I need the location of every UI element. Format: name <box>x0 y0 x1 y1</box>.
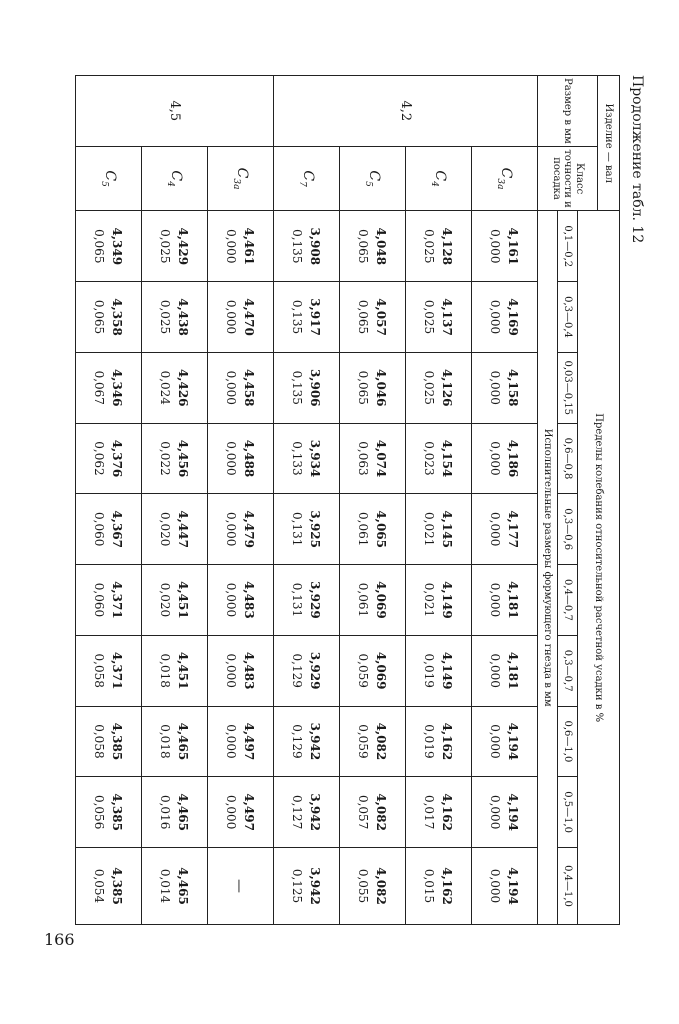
value-tolerance: 0,025 <box>422 370 437 405</box>
value-nominal: 4,158 <box>506 368 521 407</box>
value-nominal: 4,194 <box>506 793 521 831</box>
value-tolerance: 0,125 <box>290 868 305 904</box>
class-cell <box>406 146 472 211</box>
class-cell <box>472 146 538 211</box>
value-cell <box>340 848 406 925</box>
value-tolerance: 0,129 <box>290 724 305 759</box>
value-cell <box>142 494 208 565</box>
value-cell <box>274 211 340 282</box>
class-sub: 4 <box>165 181 176 187</box>
value-nominal: 4,186 <box>506 439 521 478</box>
class-sub: 4 <box>429 181 440 187</box>
value-cell <box>142 635 208 706</box>
value-nominal: 4,465 <box>176 793 191 831</box>
value-cell <box>76 282 142 353</box>
size-cell: 4,2 <box>274 76 538 147</box>
value-cell <box>274 282 340 353</box>
class-main: С <box>101 170 118 182</box>
value-cell <box>208 423 274 494</box>
class-main: С <box>497 167 514 179</box>
value-nominal: 4,046 <box>374 368 389 407</box>
value-nominal: 4,177 <box>506 510 521 548</box>
value-cell <box>208 282 274 353</box>
table-row <box>142 76 208 925</box>
value-tolerance: 0,025 <box>422 229 437 264</box>
value-cell <box>208 706 274 777</box>
value-nominal: 4,371 <box>110 651 125 690</box>
value-nominal: 4,438 <box>176 298 191 336</box>
value-nominal: 3,942 <box>308 722 323 761</box>
value-nominal: 4,458 <box>242 368 257 407</box>
value-tolerance: 0,000 <box>488 441 503 476</box>
value-tolerance: 0,018 <box>158 724 173 759</box>
header-group: Пределы колебания относительной расчетной усадки в % <box>578 211 620 925</box>
table-row <box>76 76 142 925</box>
header-range: 0,03—0,15 <box>558 352 578 423</box>
value-tolerance: 0,021 <box>422 512 437 547</box>
value-cell <box>76 211 142 282</box>
value-tolerance: 0,000 <box>488 229 503 264</box>
value-cell <box>208 352 274 423</box>
class-sub: 3а <box>231 178 242 190</box>
value-tolerance: 0,056 <box>92 794 107 830</box>
header-size: Размер в мм <box>538 76 598 147</box>
value-tolerance: 0,018 <box>158 653 173 688</box>
value-tolerance: 0,021 <box>422 582 437 618</box>
value-nominal: 4,162 <box>440 722 455 761</box>
value-tolerance: 0,000 <box>488 299 503 335</box>
value-cell <box>142 211 208 282</box>
value-tolerance: 0,000 <box>224 724 239 759</box>
value-cell <box>274 635 340 706</box>
value-nominal: 4,497 <box>242 722 257 761</box>
value-nominal: 4,385 <box>110 867 125 905</box>
value-tolerance: 0,020 <box>158 582 173 618</box>
value-nominal: 3,929 <box>308 651 323 690</box>
value-nominal: 4,483 <box>242 581 257 619</box>
value-cell <box>208 848 274 925</box>
value-cell <box>208 494 274 565</box>
value-tolerance: 0,000 <box>224 582 239 618</box>
value-tolerance: 0,059 <box>356 724 371 759</box>
value-nominal: 4,181 <box>506 581 521 619</box>
value-nominal: 4,456 <box>176 439 191 478</box>
value-cell <box>274 706 340 777</box>
value-nominal: 4,048 <box>374 227 389 266</box>
value-tolerance: 0,000 <box>224 299 239 335</box>
value-nominal: 3,934 <box>308 439 323 478</box>
value-cell <box>142 777 208 848</box>
value-cell <box>142 848 208 925</box>
value-tolerance: 0,023 <box>422 441 437 476</box>
value-cell <box>142 565 208 636</box>
header-subgroup: Исполнительные размеры формующего гнезда в мм <box>538 211 558 925</box>
value-tolerance: 0,131 <box>290 582 305 618</box>
value-nominal: 4,162 <box>440 793 455 831</box>
value-nominal: 4,065 <box>374 510 389 548</box>
value-tolerance: 0,000 <box>488 724 503 759</box>
value-tolerance: 0,063 <box>356 441 371 476</box>
value-cell <box>76 423 142 494</box>
value-cell <box>76 848 142 925</box>
value-tolerance: 0,060 <box>92 582 107 618</box>
value-nominal: 4,149 <box>440 651 455 690</box>
value-cell <box>340 565 406 636</box>
table-row <box>406 76 472 925</box>
value-cell <box>340 352 406 423</box>
value-nominal: 4,488 <box>242 439 257 478</box>
class-cell <box>208 146 274 211</box>
value-cell <box>142 282 208 353</box>
header-range: 0,6—0,8 <box>558 423 578 494</box>
value-nominal: 3,908 <box>308 227 323 266</box>
value-tolerance: 0,000 <box>224 229 239 264</box>
header-class: Класс точности и посадка <box>538 146 598 211</box>
value-cell <box>208 565 274 636</box>
header-range: 0,6—1,0 <box>558 706 578 777</box>
value-cell <box>340 706 406 777</box>
table-caption: Продолжение табл. 12 <box>629 75 645 244</box>
value-cell <box>472 494 538 565</box>
value-tolerance: 0,067 <box>92 370 107 405</box>
value-nominal: 3,929 <box>308 581 323 619</box>
value-nominal: 3,906 <box>308 368 323 407</box>
value-tolerance: 0,000 <box>224 512 239 547</box>
value-tolerance: 0,135 <box>290 299 305 335</box>
table-row <box>274 76 340 925</box>
value-tolerance: 0,022 <box>158 441 173 476</box>
value-nominal: 4,069 <box>374 581 389 619</box>
value-cell <box>340 423 406 494</box>
value-tolerance: 0,054 <box>92 868 107 904</box>
value-tolerance: 0,000 <box>488 868 503 904</box>
class-sub: 5 <box>363 181 374 187</box>
value-cell <box>274 423 340 494</box>
value-cell <box>142 423 208 494</box>
value-cell <box>406 706 472 777</box>
class-sub: 7 <box>297 181 308 187</box>
class-cell <box>76 146 142 211</box>
class-cell <box>274 146 340 211</box>
value-cell <box>472 706 538 777</box>
value-cell <box>208 777 274 848</box>
data-table <box>75 75 620 925</box>
value-tolerance: 0,019 <box>422 653 437 688</box>
value-tolerance: 0,020 <box>158 512 173 547</box>
value-tolerance: 0,060 <box>92 512 107 547</box>
value-tolerance: 0,025 <box>158 229 173 264</box>
value-cell <box>406 635 472 706</box>
value-cell <box>472 848 538 925</box>
value-nominal: 4,385 <box>110 793 125 831</box>
value-nominal: 4,194 <box>506 867 521 905</box>
empty-dash: — <box>231 879 247 893</box>
value-tolerance: 0,000 <box>488 370 503 405</box>
value-cell <box>472 352 538 423</box>
value-cell <box>406 494 472 565</box>
value-cell <box>406 211 472 282</box>
value-tolerance: 0,059 <box>356 653 371 688</box>
value-tolerance: 0,065 <box>92 299 107 335</box>
value-nominal: 4,358 <box>110 298 125 336</box>
table-row <box>340 76 406 925</box>
header-range: 0,4—1,0 <box>558 848 578 925</box>
value-tolerance: 0,065 <box>356 229 371 264</box>
value-nominal: 4,181 <box>506 651 521 690</box>
value-cell <box>76 494 142 565</box>
page-number: 166 <box>44 930 75 949</box>
value-nominal: 4,069 <box>374 651 389 690</box>
value-tolerance: 0,015 <box>422 868 437 904</box>
value-cell <box>274 494 340 565</box>
value-nominal: 4,465 <box>176 867 191 905</box>
value-nominal: 4,145 <box>440 510 455 548</box>
value-nominal: 4,451 <box>176 651 191 690</box>
value-nominal: 4,128 <box>440 227 455 266</box>
value-cell <box>340 282 406 353</box>
value-nominal: 4,497 <box>242 793 257 831</box>
value-cell <box>208 635 274 706</box>
value-nominal: 4,162 <box>440 867 455 905</box>
value-tolerance: 0,000 <box>224 794 239 830</box>
value-nominal: 4,082 <box>374 867 389 905</box>
header-product: Изделие — вал <box>598 76 620 211</box>
value-nominal: 4,349 <box>110 227 125 266</box>
value-nominal: 4,346 <box>110 368 125 407</box>
value-nominal: 3,925 <box>308 510 323 548</box>
value-tolerance: 0,000 <box>224 370 239 405</box>
value-tolerance: 0,127 <box>290 794 305 830</box>
value-tolerance: 0,065 <box>92 229 107 264</box>
value-cell <box>340 494 406 565</box>
class-main: С <box>299 170 316 182</box>
value-tolerance: 0,014 <box>158 868 173 904</box>
value-nominal: 4,126 <box>440 368 455 407</box>
value-tolerance: 0,058 <box>92 724 107 759</box>
header-range: 0,3—0,7 <box>558 635 578 706</box>
value-nominal: 4,385 <box>110 722 125 761</box>
value-cell <box>274 352 340 423</box>
table-body <box>76 76 538 925</box>
class-cell <box>142 146 208 211</box>
value-nominal: 4,082 <box>374 793 389 831</box>
value-cell <box>142 706 208 777</box>
size-cell: 4,5 <box>76 76 274 147</box>
value-tolerance: 0,058 <box>92 653 107 688</box>
value-cell <box>76 777 142 848</box>
header-range: 0,1—0,2 <box>558 211 578 282</box>
value-tolerance: 0,000 <box>224 441 239 476</box>
header-range: 0,3—0,4 <box>558 282 578 353</box>
value-cell <box>76 706 142 777</box>
value-tolerance: 0,017 <box>422 794 437 830</box>
value-nominal: 3,942 <box>308 867 323 905</box>
value-tolerance: 0,135 <box>290 370 305 405</box>
class-sub: 3а <box>495 178 506 190</box>
value-cell <box>406 848 472 925</box>
value-nominal: 4,082 <box>374 722 389 761</box>
table-row <box>472 76 538 925</box>
value-nominal: 4,074 <box>374 439 389 478</box>
value-tolerance: 0,062 <box>92 441 107 476</box>
value-tolerance: 0,065 <box>356 299 371 335</box>
class-cell <box>340 146 406 211</box>
value-nominal: 4,461 <box>242 227 257 266</box>
value-cell <box>274 565 340 636</box>
value-tolerance: 0,025 <box>422 299 437 335</box>
value-nominal: 3,942 <box>308 793 323 831</box>
value-tolerance: 0,133 <box>290 441 305 476</box>
value-tolerance: 0,057 <box>356 794 371 830</box>
value-tolerance: 0,129 <box>290 653 305 688</box>
value-cell <box>406 777 472 848</box>
class-main: С <box>365 170 382 182</box>
value-cell <box>472 565 538 636</box>
value-cell <box>76 352 142 423</box>
value-tolerance: 0,025 <box>158 299 173 335</box>
value-tolerance: 0,000 <box>488 794 503 830</box>
value-nominal: 4,169 <box>506 298 521 336</box>
class-main: С <box>233 167 250 179</box>
rotated-table-container <box>75 75 620 925</box>
value-nominal: 4,371 <box>110 581 125 619</box>
value-cell <box>142 352 208 423</box>
value-nominal: 4,149 <box>440 581 455 619</box>
class-main: С <box>431 170 448 182</box>
value-cell <box>340 635 406 706</box>
value-cell <box>274 777 340 848</box>
header-range: 0,4—0,7 <box>558 565 578 636</box>
value-cell <box>208 211 274 282</box>
value-tolerance: 0,019 <box>422 724 437 759</box>
value-tolerance: 0,024 <box>158 370 173 405</box>
value-nominal: 4,465 <box>176 722 191 761</box>
value-tolerance: 0,000 <box>488 653 503 688</box>
value-nominal: 4,137 <box>440 298 455 336</box>
value-cell <box>406 423 472 494</box>
value-cell <box>76 565 142 636</box>
value-nominal: 4,470 <box>242 298 257 336</box>
value-tolerance: 0,065 <box>356 370 371 405</box>
value-nominal: 4,367 <box>110 510 125 548</box>
value-nominal: 3,917 <box>308 298 323 336</box>
value-nominal: 4,426 <box>176 368 191 407</box>
value-nominal: 4,376 <box>110 439 125 478</box>
value-nominal: 4,429 <box>176 227 191 266</box>
value-cell <box>472 777 538 848</box>
value-tolerance: 0,055 <box>356 868 371 904</box>
value-cell <box>472 282 538 353</box>
value-tolerance: 0,061 <box>356 582 371 618</box>
value-nominal: 4,154 <box>440 439 455 478</box>
class-main: С <box>167 170 184 182</box>
table-row <box>208 76 274 925</box>
header-range: 0,3—0,6 <box>558 494 578 565</box>
value-cell <box>340 777 406 848</box>
value-nominal: 4,483 <box>242 651 257 690</box>
value-tolerance: 0,000 <box>224 653 239 688</box>
value-cell <box>472 635 538 706</box>
header-range: 0,5—1,0 <box>558 777 578 848</box>
value-tolerance: 0,000 <box>488 512 503 547</box>
value-cell <box>406 352 472 423</box>
value-cell <box>472 423 538 494</box>
value-cell <box>274 848 340 925</box>
value-nominal: 4,194 <box>506 722 521 761</box>
value-cell <box>472 211 538 282</box>
value-cell <box>406 282 472 353</box>
value-tolerance: 0,131 <box>290 512 305 547</box>
value-nominal: 4,479 <box>242 510 257 548</box>
value-nominal: 4,057 <box>374 298 389 336</box>
value-nominal: 4,161 <box>506 227 521 266</box>
class-sub: 5 <box>99 181 110 187</box>
value-nominal: 4,451 <box>176 581 191 619</box>
value-cell <box>340 211 406 282</box>
value-tolerance: 0,135 <box>290 229 305 264</box>
value-nominal: 4,447 <box>176 510 191 548</box>
value-cell <box>406 565 472 636</box>
value-tolerance: 0,061 <box>356 512 371 547</box>
value-tolerance: 0,016 <box>158 794 173 830</box>
value-cell <box>76 635 142 706</box>
value-tolerance: 0,000 <box>488 582 503 618</box>
